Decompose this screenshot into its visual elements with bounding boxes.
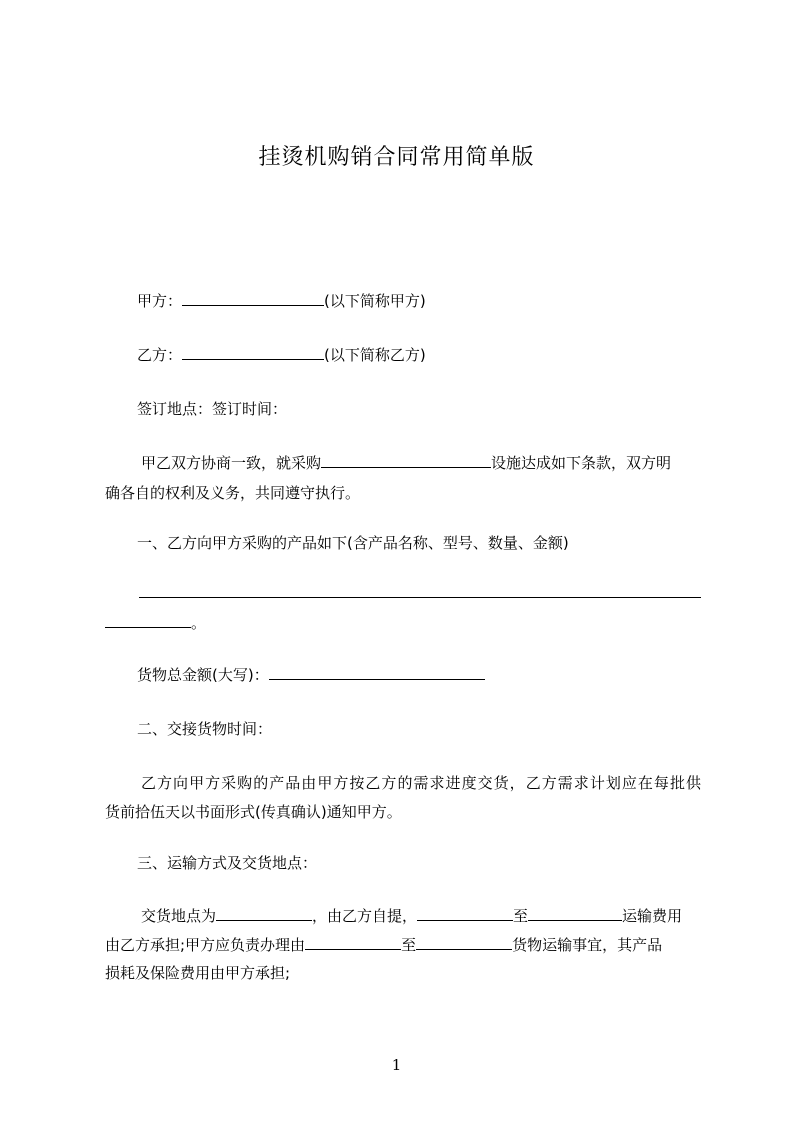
section3-line-2 [105,934,701,955]
party-a-line [105,290,701,311]
total-amount-blank [269,666,485,680]
intro-line-1 [105,452,701,473]
document-title: 挂烫机购销合同常用简单版 [258,145,535,170]
section3-line-3: 损耗及保险费用由甲方承担; [105,964,291,982]
sign-info-line: 签订地点：签订时间： [137,400,288,418]
transport-text: 货物运输事宜，其产品 [512,936,663,954]
section3-line-1 [105,905,701,926]
party-b-label: 乙方： [137,346,183,364]
freight-text: 运输费用 [622,907,683,925]
party-a-blank [182,292,324,306]
party-a-label: 甲方： [137,292,183,310]
route-to-text: 至 [513,907,529,925]
delivery-place-blank [216,907,312,921]
intro-line-2: 确各自的权利及义务，共同遵守执行。 [105,484,361,502]
handling-text: 由乙方承担;甲方应负责办理由 [105,936,306,954]
handling-to-text: 至 [401,936,417,954]
party-b-suffix: (以下简称乙方) [324,346,426,364]
total-amount-line [105,664,701,685]
party-b-line [105,344,701,365]
section1-product-line-1 [105,584,701,602]
section2-heading: 二、交接货物时间： [137,720,273,738]
intro-part1: 甲乙双方协商一致，就采购 [141,454,322,472]
section2-line-2: 货前拾伍天以书面形式(传真确认)通知甲方。 [105,803,402,821]
intro-part2: 设施达成如下条款，双方明 [491,454,672,472]
section3-heading: 三、运输方式及交货地点： [137,854,318,872]
self-pickup-text: ，由乙方自提， [312,907,418,925]
handling-from-blank [305,936,401,950]
section2-line-1: 乙方向甲方采购的产品由甲方按乙方的需求进度交货，乙方需求计划应在每批供 [141,774,701,792]
handling-to-blank [416,936,512,950]
party-b-blank [182,346,324,360]
section1-product-line-2 [105,612,701,633]
section1-heading: 一、乙方向甲方采购的产品如下(含产品名称、型号、数量、金额) [137,534,569,552]
product-blank-2 [105,614,191,628]
page-number: 1 [391,1056,402,1074]
intro-blank [321,454,491,468]
route-from-blank [417,907,513,921]
product-blank-1 [139,584,701,598]
total-amount-label: 货物总金额(大写)： [137,666,269,684]
route-to-blank [528,907,622,921]
section1-end-mark: 。 [191,614,207,632]
party-a-suffix: (以下简称甲方) [324,292,426,310]
delivery-place-label: 交货地点为 [141,907,217,925]
